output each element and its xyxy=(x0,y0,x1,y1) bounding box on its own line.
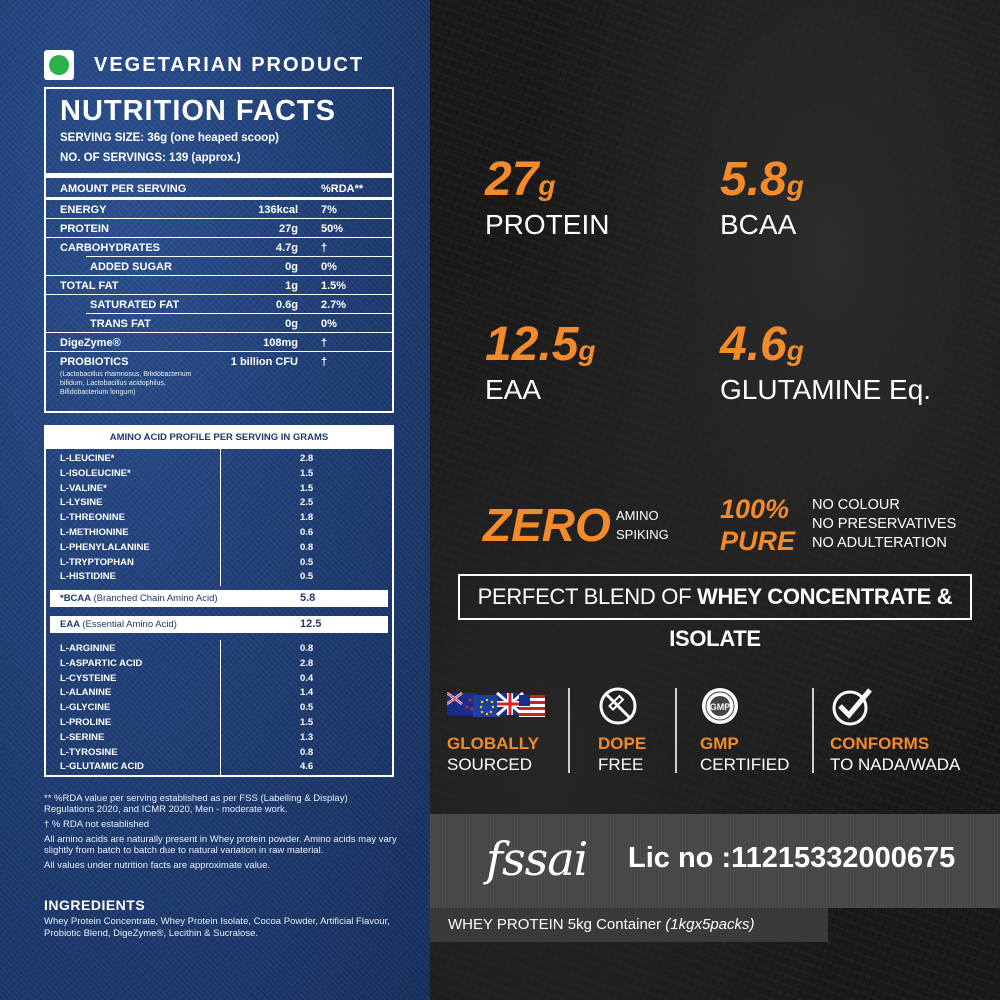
servings-count: NO. OF SERVINGS: 139 (approx.) xyxy=(60,152,241,164)
amino-row xyxy=(46,759,392,774)
nutrient-rda: † xyxy=(321,242,328,254)
badge-globally-sourced xyxy=(447,686,545,775)
amino-row xyxy=(46,656,392,671)
amino-value: 2.8 xyxy=(300,453,314,464)
amino-name: L-ISOLEUCINE* xyxy=(60,467,131,479)
badge-title: GLOBALLY xyxy=(447,734,539,753)
nutrient-rda: † xyxy=(321,356,328,368)
nutrient-name: TOTAL FAT xyxy=(60,280,119,292)
amino-row xyxy=(46,555,392,570)
amino-acid-table xyxy=(44,425,394,777)
amino-row xyxy=(46,525,392,540)
amino-row xyxy=(46,540,392,555)
nutrient-name: PROTEIN xyxy=(60,223,109,235)
nutrient-rda: 1.5% xyxy=(321,280,347,292)
nutrient-rda: 0% xyxy=(321,318,337,330)
amino-name: L-ARGININE xyxy=(60,643,116,654)
stat-protein xyxy=(485,152,609,241)
stat-bcaa xyxy=(720,152,804,241)
flags-icon xyxy=(447,686,545,726)
nutrition-facts-table xyxy=(44,87,394,413)
amino-value: 0.4 xyxy=(300,672,314,684)
serving-size: SERVING SIZE: 36g (one heaped scoop) xyxy=(60,132,279,144)
stat-eaa xyxy=(485,317,596,406)
container-info xyxy=(430,908,828,942)
stat-label: BCAA xyxy=(720,209,797,240)
nutrient-value: 0g xyxy=(285,318,298,330)
amino-row xyxy=(46,745,392,760)
bcaa-row xyxy=(50,590,388,607)
badge-subtitle: TO NADA/WADA xyxy=(830,755,961,774)
badge-nada-wada xyxy=(830,686,960,775)
bcaa-value: 5.8 xyxy=(300,592,316,604)
eaa-label: EAA xyxy=(60,619,80,630)
nutrition-row xyxy=(46,314,392,333)
pure-percent: 100% xyxy=(720,494,790,524)
nutrient-rda: † xyxy=(321,337,328,349)
amino-value: 1.5 xyxy=(300,467,314,479)
amino-row xyxy=(46,641,392,656)
nutrient-value: 1g xyxy=(285,280,298,292)
stat-unit: g xyxy=(786,335,804,366)
amino-title: AMINO ACID PROFILE PER SERVING IN GRAMS xyxy=(46,427,392,449)
nutrient-value: 136kcal xyxy=(258,204,298,216)
no-syringe-icon xyxy=(598,686,646,726)
stat-label: GLUTAMINE Eq. xyxy=(720,374,932,405)
footnote-approx: All values under nutrition facts are approximate value. xyxy=(44,860,271,871)
claim-no-adulteration: NO ADULTERATION xyxy=(812,535,947,551)
zero-label: ZERO xyxy=(483,499,611,551)
eaa-row xyxy=(50,616,388,633)
vegetarian-label: VEGETARIAN PRODUCT xyxy=(94,53,365,76)
amino-value: 1.8 xyxy=(300,512,314,524)
amino-row xyxy=(46,715,392,730)
footnote-rda: ** %RDA value per serving established as per FSS (Labelling & Display) Regulations 2020, and ICMR 2020, Men - moderate work. xyxy=(44,793,348,815)
stat-value: 27 xyxy=(485,153,539,206)
badge-dope-free xyxy=(598,686,646,775)
ingredients-text: Whey Protein Concentrate, Whey Protein Isolate, Cocoa Powder, Artificial Flavour, Probiotic Blend, DigeZyme®, Lecithin & Sucralose. xyxy=(44,916,390,939)
amino-value: 0.5 xyxy=(300,556,314,568)
nutrient-name: ENERGY xyxy=(60,204,107,216)
nutrient-value: 1 billion CFU xyxy=(230,356,298,368)
amino-row xyxy=(46,671,392,686)
amino-name: L-LYSINE xyxy=(60,497,103,509)
nutrient-name: CARBOHYDRATES xyxy=(60,242,161,254)
amino-value: 1.4 xyxy=(300,687,314,699)
amino-row xyxy=(46,510,392,525)
nutrition-row xyxy=(46,257,392,276)
badge-subtitle: CERTIFIED xyxy=(700,755,790,774)
amino-value: 2.5 xyxy=(300,497,314,509)
amino-name: L-TRYPTOPHAN xyxy=(60,556,134,568)
nutrition-header-row xyxy=(46,179,392,198)
amino-name: L-GLUTAMIC ACID xyxy=(60,761,144,773)
amino-value: 1.5 xyxy=(300,482,314,494)
amino-row xyxy=(46,730,392,745)
pure-word: PURE xyxy=(720,526,796,556)
amino-value: 4.6 xyxy=(300,761,314,773)
nutrient-value: 0.6g xyxy=(275,299,298,311)
amino-row xyxy=(46,685,392,700)
amino-name: L-ASPARTIC ACID xyxy=(60,657,143,669)
bcaa-desc: (Branched Chain Amino Acid) xyxy=(93,593,218,604)
stat-glutamine xyxy=(720,317,931,406)
purity-claims xyxy=(812,496,956,553)
footnote-amino: All amino acids are naturally present in Whey protein powder. Amino acids may vary slightly from batch to batch due to natural variation in raw material. xyxy=(44,834,397,856)
claim-no-colour: NO COLOUR xyxy=(812,497,900,513)
nutrient-value: 0g xyxy=(285,261,298,273)
nutrition-row xyxy=(46,276,392,295)
amino-value: 0.8 xyxy=(300,643,314,654)
stat-value: 4.6 xyxy=(720,318,787,371)
amino-row xyxy=(46,481,392,496)
amino-value: 0.5 xyxy=(300,702,314,714)
nutrient-rda: 7% xyxy=(321,204,337,216)
nutrient-value: 27g xyxy=(279,223,298,235)
nutrient-name: TRANS FAT xyxy=(90,318,151,330)
divider xyxy=(568,688,570,773)
blend-bold: WHEY CONCENTRATE & ISOLATE xyxy=(669,584,953,651)
ingredients-title: INGREDIENTS xyxy=(44,897,146,913)
check-circle-icon xyxy=(830,686,960,726)
divider xyxy=(675,688,677,773)
amino-name: L-HISTIDINE xyxy=(60,571,116,583)
probiotic-strains: (Lactobacillus rhamnosus, Bifidobacterium bifidum, Lactobacillus acidophilus, Bifidobacterium longum) xyxy=(60,371,192,396)
blend-banner xyxy=(458,574,972,651)
footnote-dagger: † % RDA not established xyxy=(44,819,150,830)
amino-name: L-LEUCINE* xyxy=(60,453,115,464)
amino-spiking-text xyxy=(616,506,669,544)
amino-row xyxy=(46,451,392,466)
nutrition-panel xyxy=(0,0,430,1000)
nutrition-row xyxy=(46,333,392,352)
nutrition-row xyxy=(46,200,392,219)
gmp-seal-icon xyxy=(700,686,789,726)
amino-row xyxy=(46,466,392,481)
badge-title: DOPE xyxy=(598,734,647,753)
nutrient-rda: 2.7% xyxy=(321,299,347,311)
amino-row xyxy=(46,569,392,584)
rda-header: %RDA** xyxy=(321,183,364,195)
nutrition-title: NUTRITION FACTS xyxy=(60,95,336,127)
features-panel xyxy=(430,0,1000,1000)
stat-unit: g xyxy=(538,170,556,201)
fssai-logo: fssai xyxy=(486,832,588,886)
gmp-seal-text: GMP xyxy=(709,702,731,712)
amount-header: AMOUNT PER SERVING xyxy=(60,183,187,195)
bcaa-label: *BCAA xyxy=(60,593,91,604)
container-pack: (1kgx5packs) xyxy=(665,916,755,933)
amino-value: 2.8 xyxy=(300,657,314,669)
amino-name: L-VALINE* xyxy=(60,482,107,494)
claim-no-preservatives: NO PRESERVATIVES xyxy=(812,516,957,532)
nutrient-name: SATURATED FAT xyxy=(90,299,180,311)
amino-value: 1.3 xyxy=(300,731,314,743)
eaa-value: 12.5 xyxy=(300,618,322,630)
amino-value: 1.5 xyxy=(300,717,314,728)
amino-row xyxy=(46,495,392,510)
amino-name: L-PROLINE xyxy=(60,717,112,728)
nutrient-rda: 0% xyxy=(321,261,337,273)
amino-row xyxy=(46,700,392,715)
veg-symbol-icon xyxy=(44,50,74,80)
pure-label xyxy=(720,493,795,557)
divider xyxy=(812,688,814,773)
stat-unit: g xyxy=(578,335,596,366)
container-text: WHEY PROTEIN 5kg Container xyxy=(448,916,666,933)
nutrient-value: 4.7g xyxy=(275,242,298,254)
nutrient-name: DigeZyme® xyxy=(60,337,121,349)
amino-name: L-SERINE xyxy=(60,731,105,743)
nutrient-value: 108mg xyxy=(263,337,298,349)
nutrition-row xyxy=(46,295,392,314)
nutrient-name: PROBIOTICS xyxy=(60,356,129,368)
stat-value: 12.5 xyxy=(485,318,579,371)
amino-name: L-PHENYLALANINE xyxy=(60,541,150,553)
nutrition-row xyxy=(46,219,392,238)
stat-value: 5.8 xyxy=(720,153,787,206)
amino-value: 0.8 xyxy=(300,541,314,553)
amino-name: L-GLYCINE xyxy=(60,702,111,714)
amino-value: 0.8 xyxy=(300,746,314,758)
badge-title: CONFORMS xyxy=(830,734,930,753)
nutrition-row xyxy=(46,238,392,257)
badge-gmp-certified xyxy=(700,686,789,775)
amino-name: L-TYROSINE xyxy=(60,746,118,758)
amino-value: 0.6 xyxy=(300,527,314,538)
stat-unit: g xyxy=(786,170,804,201)
amino-name: L-THREONINE xyxy=(60,512,125,524)
stat-label: EAA xyxy=(485,374,542,405)
nutrient-rda: 50% xyxy=(321,223,344,235)
nutrient-name: ADDED SUGAR xyxy=(90,261,172,273)
amino-value: 0.5 xyxy=(300,571,314,583)
amino-name: L-CYSTEINE xyxy=(60,672,117,684)
badge-subtitle: FREE xyxy=(598,755,644,774)
zero-line1: AMINO xyxy=(616,508,659,523)
footnotes xyxy=(44,793,400,875)
zero-line2: SPIKING xyxy=(616,527,669,542)
blend-prefix: PERFECT BLEND OF xyxy=(477,584,698,609)
stat-label: PROTEIN xyxy=(485,209,610,240)
badge-title: GMP xyxy=(700,734,739,753)
license-number: Lic no :11215332000675 xyxy=(628,842,956,874)
thick-divider xyxy=(46,173,392,178)
nutrition-row xyxy=(46,352,392,371)
amino-name: L-ALANINE xyxy=(60,687,112,699)
badge-subtitle: SOURCED xyxy=(447,755,533,774)
amino-name: L-METHIONINE xyxy=(60,527,129,538)
vegetarian-badge xyxy=(44,50,364,80)
fssai-bar xyxy=(430,814,1000,908)
eaa-desc: (Essential Amino Acid) xyxy=(82,619,177,630)
